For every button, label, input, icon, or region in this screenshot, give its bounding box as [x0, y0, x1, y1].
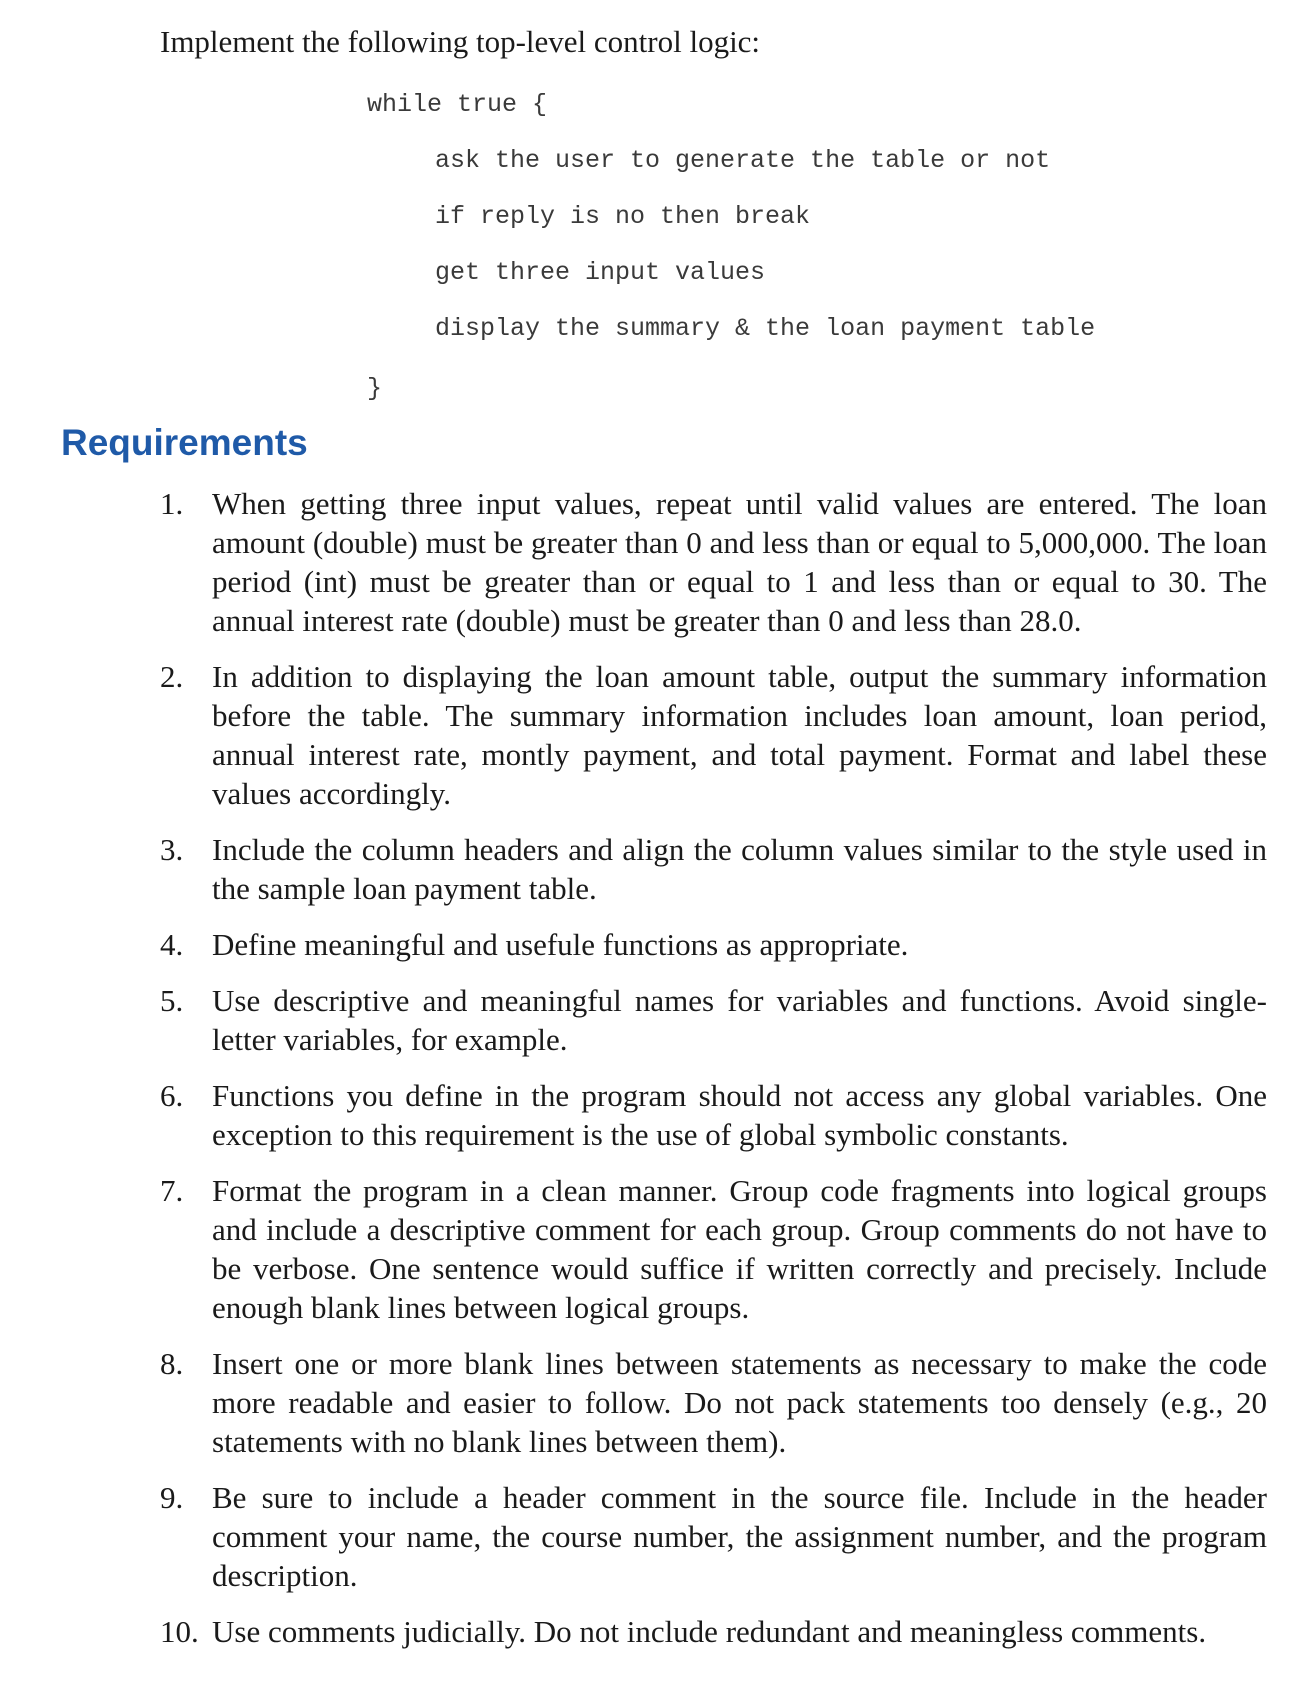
item-text: Use comments judicially. Do not include redundant and meaningless comments. — [212, 1614, 1207, 1649]
item-number: 8. — [160, 1346, 184, 1381]
item-number: 2. — [160, 659, 184, 694]
item-text: Be sure to include a header comment in the source file. Include in the header comment your name, the course number, the assignment number, and the program description. — [212, 1480, 1267, 1593]
list-item — [160, 1344, 1267, 1461]
list-item — [160, 1171, 1267, 1327]
item-number: 5. — [160, 983, 184, 1018]
list-item — [160, 925, 1267, 964]
item-text: Include the column headers and align the column values similar to the style used in the sample loan payment table. — [212, 832, 1267, 906]
item-text: Insert one or more blank lines between statements as necessary to make the code more readable and easier to follow. Do not pack statements too densely (e.g., 20 statements with no blank lines between them). — [212, 1346, 1267, 1459]
item-text: Format the program in a clean manner. Group code fragments into logical groups and include a descriptive comment for each group. Group comments do not have to be verbose. One sentence would suffice if written correctly and precisely. Include enough blank lines between logical groups. — [212, 1173, 1267, 1325]
requirements-heading: Requirements — [61, 422, 308, 463]
list-item — [160, 1612, 1267, 1651]
item-text: Functions you define in the program should not access any global variables. One exception to this requirement is the use of global symbolic constants. — [212, 1078, 1267, 1152]
item-number: 10. — [160, 1614, 199, 1649]
item-number: 7. — [160, 1173, 184, 1208]
item-text: Define meaningful and usefule functions as appropriate. — [212, 927, 909, 962]
item-number: 6. — [160, 1078, 184, 1113]
code-line: while true { — [367, 90, 548, 119]
intro-text: Implement the following top-level control logic: — [160, 24, 761, 59]
item-text: In addition to displaying the loan amount table, output the summary information before the table. The summary information includes loan amount, loan period, annual interest rate, montly payment, and total payment. Format and label these values accordingly. — [212, 659, 1267, 811]
item-text: Use descriptive and meaningful names for variables and functions. Avoid single-letter variables, for example. — [212, 983, 1267, 1057]
code-line: get three input values — [435, 258, 766, 287]
list-item — [160, 1076, 1267, 1154]
list-item — [160, 981, 1267, 1059]
item-number: 4. — [160, 927, 184, 962]
code-line: display the summary & the loan payment table — [435, 314, 1096, 343]
code-line: ask the user to generate the table or not — [435, 146, 1051, 175]
code-line: if reply is no then break — [435, 202, 811, 231]
item-number: 3. — [160, 832, 184, 867]
code-line: } — [367, 374, 383, 403]
requirements-list — [160, 484, 1267, 1668]
list-item — [160, 657, 1267, 813]
item-number: 9. — [160, 1480, 184, 1515]
list-item — [160, 830, 1267, 908]
list-item — [160, 484, 1267, 640]
item-number: 1. — [160, 486, 184, 521]
item-text: When getting three input values, repeat until valid values are entered. The loan amount (double) must be greater than 0 and less than or equal to 5,000,000. The loan period (int) must be greater than or equal to 1 and less than or equal to 30. The annual interest rate (double) must be greater than 0 and less than 28.0. — [212, 486, 1267, 638]
list-item — [160, 1478, 1267, 1595]
